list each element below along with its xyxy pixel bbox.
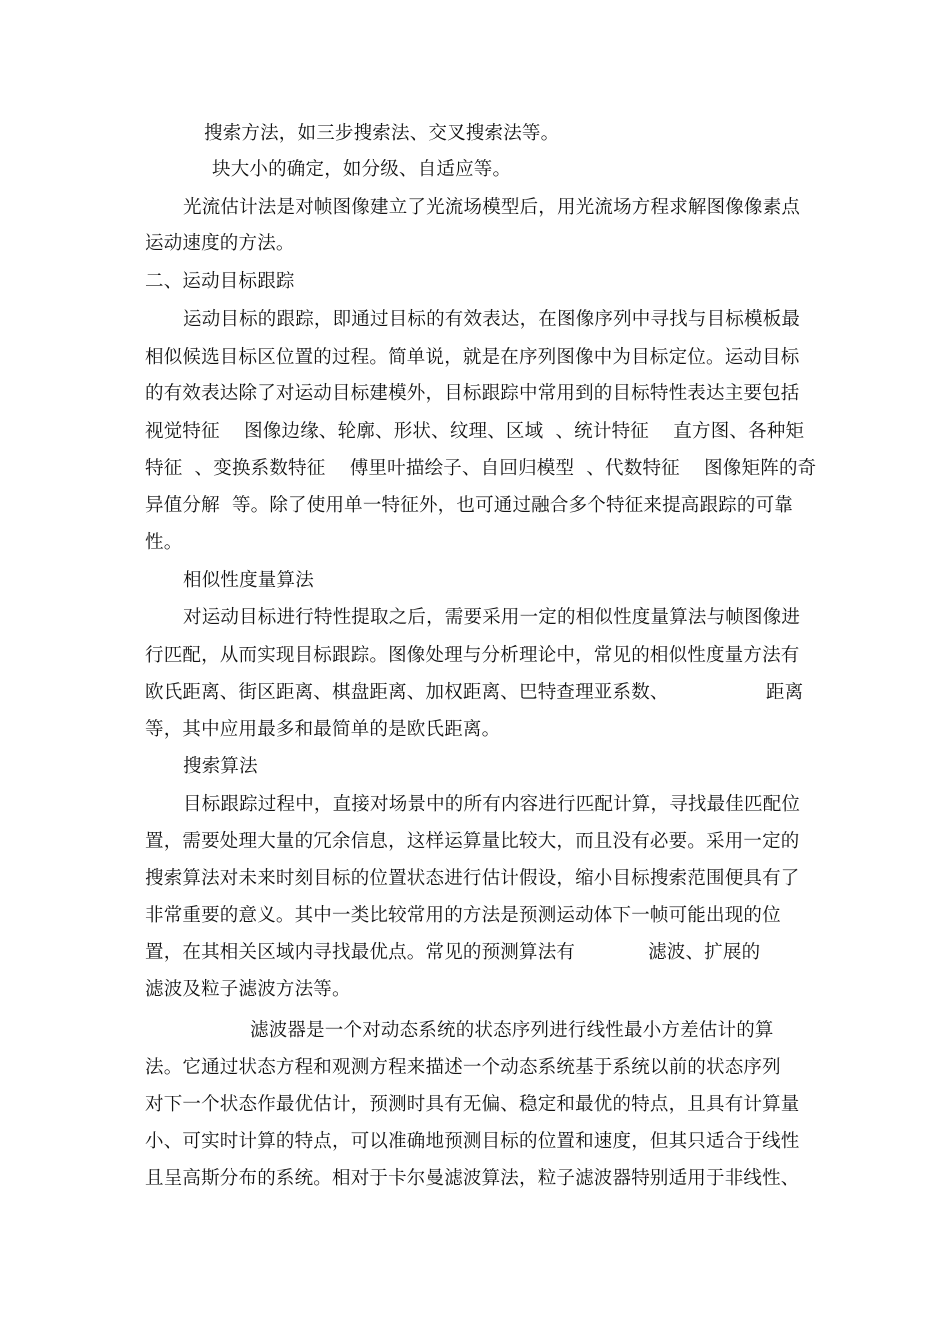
text-line <box>145 376 800 412</box>
text-line-content: 搜索方法，如三步搜索法、交叉搜索法等。 <box>204 123 560 144</box>
text-line <box>145 1124 800 1160</box>
text-line <box>183 190 800 226</box>
text-line-content: 相似性度量算法 <box>183 570 314 591</box>
text-line <box>145 638 800 674</box>
text-line <box>250 1013 774 1049</box>
text-line <box>145 226 295 262</box>
text-line <box>145 972 351 1008</box>
text-line-content: 行匹配，从而实现目标跟踪。图像处理与分析理论中，常见的相似性度量方法有 <box>145 645 800 666</box>
text-line <box>183 600 800 636</box>
text-line <box>183 749 258 785</box>
text-line-content: 搜索算法 <box>183 756 258 777</box>
text-line <box>183 787 800 823</box>
text-line <box>145 1050 781 1086</box>
text-line-content: 对运动目标进行特性提取之后，需要采用一定的相似性度量算法与帧图像进 <box>183 607 801 628</box>
text-line <box>183 563 314 599</box>
text-line-content: 视觉特征 图像边缘、轮廓、形状、纹理、区域 、统计特征 直方图、各种矩 <box>145 421 805 442</box>
text-line-content: 非常重要的意义。其中一类比较常用的方法是预测运动体下一帧可能出现的位 <box>145 905 781 926</box>
text-line <box>204 116 559 152</box>
text-line <box>145 488 793 524</box>
text-line <box>183 302 800 338</box>
text-line <box>145 414 804 450</box>
text-line-content: 欧氏距离、街区距离、棋盘距离、加权距离、巴特查理亚系数、 距离 <box>145 682 804 703</box>
text-line-content: 目标跟踪过程中，直接对场景中的所有内容进行匹配计算，寻找最佳匹配位 <box>183 794 801 815</box>
text-line-content: 且呈高斯分布的系统。相对于卡尔曼滤波算法，粒子滤波器特别适用于非线性、 <box>145 1168 800 1189</box>
text-line-content: 滤波及粒子滤波方法等。 <box>145 979 351 1000</box>
text-line-content: 搜索算法对未来时刻目标的位置状态进行估计假设，缩小目标搜索范围便具有了 <box>145 868 800 889</box>
text-line-content: 小、可实时计算的特点，可以准确地预测目标的位置和速度，但其只适合于线性 <box>145 1131 800 1152</box>
text-line <box>145 264 295 300</box>
text-line <box>145 1087 800 1123</box>
text-line-content: 运动目标的跟踪，即通过目标的有效表达，在图像序列中寻找与目标模板最 <box>183 309 801 330</box>
text-line-content: 运动速度的方法。 <box>145 233 295 254</box>
text-line-content: 二、运动目标跟踪 <box>145 271 295 292</box>
text-line-content: 置，在其相关区域内寻找最优点。常见的预测算法有 滤波、扩展的 <box>145 942 761 963</box>
text-line-content: 置，需要处理大量的冗余信息，这样运算量比较大，而且没有必要。采用一定的 <box>145 831 800 852</box>
text-line <box>145 712 500 748</box>
text-line-content: 块大小的确定，如分级、自适应等。 <box>212 159 512 180</box>
text-line-content: 相似候选目标区位置的过程。简单说，就是在序列图像中为目标定位。运动目标 <box>145 347 800 368</box>
text-line-content: 光流估计法是对帧图像建立了光流场模型后，用光流场方程求解图像像素点 <box>183 197 801 218</box>
text-line <box>212 152 511 188</box>
text-line-content: 性。 <box>145 532 183 553</box>
text-line-content: 滤波器是一个对动态系统的状态序列进行线性最小方差估计的算 <box>250 1020 774 1041</box>
text-line-content: 的有效表达除了对运动目标建模外，目标跟踪中常用到的目标特性表达主要包括 <box>145 383 800 404</box>
text-line <box>145 675 803 711</box>
text-line <box>145 1161 800 1197</box>
text-line <box>145 525 182 561</box>
text-line <box>145 340 800 376</box>
text-line-content: 等，其中应用最多和最简单的是欧氏距离。 <box>145 719 501 740</box>
text-line-content: 特征 、变换系数特征 傅里叶描绘子、自回归模型 、代数特征 图像矩阵的奇 <box>145 458 817 479</box>
text-line <box>145 935 760 971</box>
text-line <box>145 824 800 860</box>
text-line <box>145 451 816 487</box>
text-line-content: 对下一个状态作最优估计，预测时具有无偏、稳定和最优的特点，且具有计算量 <box>145 1094 800 1115</box>
text-line-content: 异值分解 等。除了使用单一特征外，也可通过融合多个特征来提高跟踪的可靠 <box>145 495 793 516</box>
text-line <box>145 898 781 934</box>
text-line-content: 法。它通过状态方程和观测方程来描述一个动态系统基于系统以前的状态序列 <box>145 1057 781 1078</box>
text-line <box>145 861 800 897</box>
